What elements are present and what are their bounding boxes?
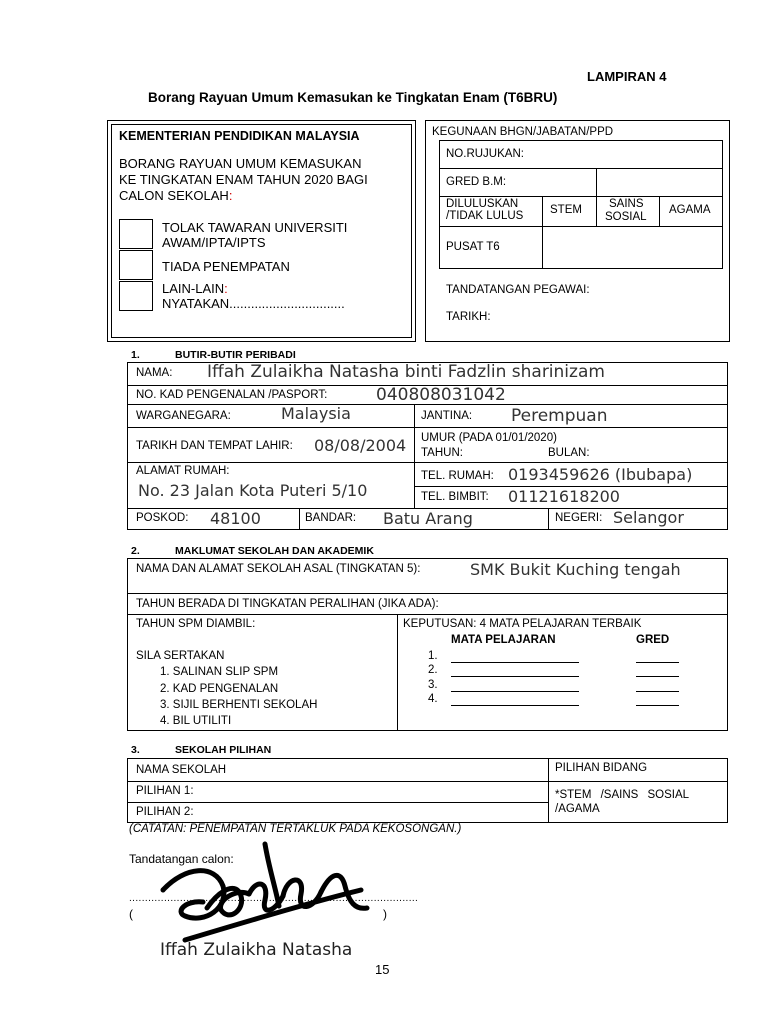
checkbox-tolak-tawaran[interactable] (119, 219, 153, 249)
subject-blank[interactable] (451, 691, 579, 692)
subject-blank[interactable] (451, 662, 579, 663)
signature-name: Iffah Zulaikha Natasha (160, 940, 353, 960)
catatan-note: (CATATAN: PENEMPATAN TERTAKLUK PADA KEKOSONGAN.) (129, 823, 462, 835)
page-number: 15 (375, 962, 390, 977)
bandar-field[interactable]: Batu Arang (383, 509, 473, 528)
grade-blank[interactable] (636, 691, 679, 692)
subject-blank[interactable] (451, 676, 579, 677)
subject-blank[interactable] (451, 705, 579, 706)
attachment-item: 1. SALINAN SLIP SPM (160, 666, 279, 678)
attachment-item: 4. BIL UTILITI (160, 715, 232, 727)
checkbox-lain-lain[interactable] (119, 281, 153, 311)
ministry-name: KEMENTERIAN PENDIDIKAN MALAYSIA (119, 129, 360, 143)
signature-dotted-line: ........................................................................................... (129, 893, 419, 904)
signature-drawing (145, 838, 375, 946)
nama-field[interactable]: Iffah Zulaikha Natasha binti Fadzlin sharinizam (207, 362, 605, 382)
section2-title: MAKLUMAT SEKOLAH DAN AKADEMIK (175, 545, 374, 557)
office-use-title: KEGUNAAN BHGN/JABATAN/PPD (432, 126, 614, 138)
poskod-field[interactable]: 48100 (210, 509, 261, 528)
attachment-item: 2. KAD PENGENALAN (160, 683, 279, 695)
checkbox-tiada-penempatan[interactable] (119, 250, 153, 280)
negeri-field[interactable]: Selangor (613, 508, 684, 527)
form-title: Borang Rayuan Umum Kemasukan ke Tingkatan Enam (T6BRU) (148, 90, 558, 105)
jantina-field[interactable]: Perempuan (511, 406, 608, 426)
grade-blank[interactable] (636, 676, 679, 677)
attachment-item: 3. SIJIL BERHENTI SEKOLAH (160, 699, 318, 711)
section2-number: 2. (131, 545, 140, 557)
warganegara-field[interactable]: Malaysia (281, 404, 351, 423)
tel-rumah-field[interactable]: 0193459626 (Ibubapa) (508, 465, 693, 484)
pilihan2-field[interactable]: PILIHAN 2: (136, 806, 194, 818)
sekolah-asal-field[interactable]: SMK Bukit Kuching tengah (470, 560, 681, 579)
lampiran-label: LAMPIRAN 4 (587, 69, 667, 84)
grade-blank[interactable] (636, 662, 679, 663)
alamat-field[interactable]: No. 23 Jalan Kota Puteri 5/10 (138, 481, 368, 500)
section3-number: 3. (131, 744, 140, 756)
grade-blank[interactable] (636, 705, 679, 706)
pilihan1-field[interactable]: PILIHAN 1: (136, 785, 194, 797)
ic-field[interactable]: 040808031042 (376, 385, 506, 405)
lahir-field[interactable]: 08/08/2004 (314, 436, 407, 455)
tel-bimbit-field[interactable]: 01121618200 (508, 487, 620, 506)
section1-title: BUTIR-BUTIR PERIBADI (175, 349, 296, 361)
section3-title: SEKOLAH PILIHAN (175, 744, 272, 756)
section1-number: 1. (131, 349, 140, 361)
